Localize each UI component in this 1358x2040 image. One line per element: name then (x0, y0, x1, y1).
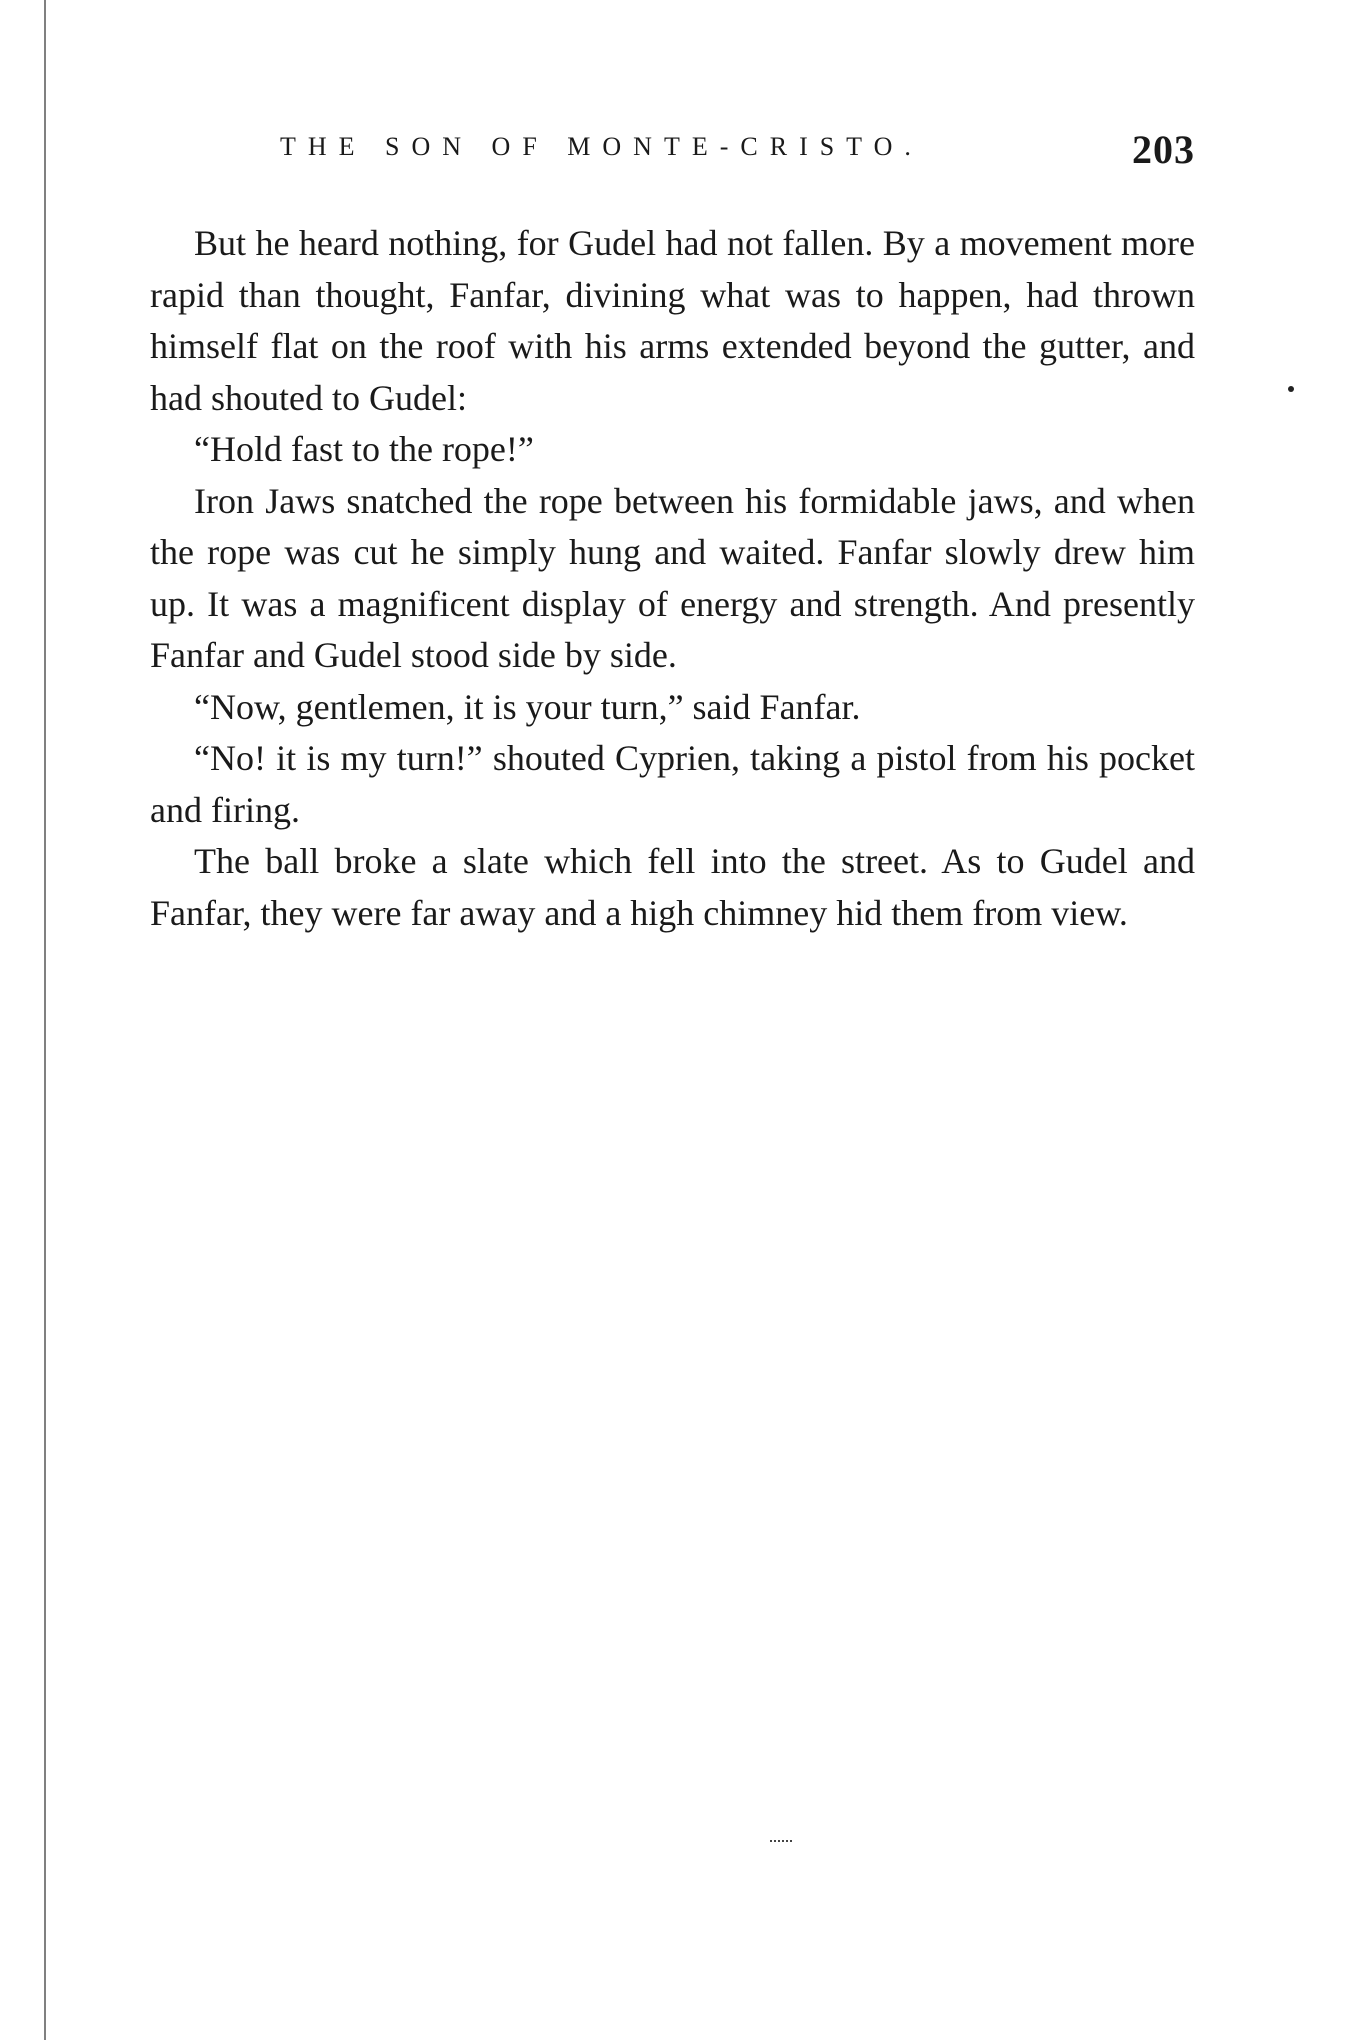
ink-speck (1288, 386, 1294, 392)
scan-edge-line (44, 0, 46, 2040)
paragraph: The ball broke a slate which fell into the street. As to Gudel and Fanfar, they were far away and a high chimney hid them from view. (150, 841, 1195, 933)
paragraph: “No! it is my turn!” shouted Cyprien, taking a pistol from his pocket and firing. (150, 738, 1195, 830)
paragraph: “Now, gentlemen, it is your turn,” said Fanfar. (194, 686, 861, 727)
running-title: THE SON OF MONTE-CRISTO. (280, 132, 923, 161)
paragraph: “Hold fast to the rope!” (194, 429, 534, 469)
paragraph: Iron Jaws snatched the rope between his formidable jaws, and when the rope was cut he simply hung and waited. Fanfar slowly drew him up. It was a magnificent display of energy and strength. And presently Fanfar and Gudel stood side by side. (150, 480, 1195, 675)
page-number: 203 (1132, 127, 1195, 172)
running-head (150, 126, 1195, 176)
paragraph: But he heard nothing, for Gudel had not fallen. By a movement more rapid than thought, Fanfar, divining what was to happen, had thrown himself flat on the roof with his arms extended beyond the gutter, and had shouted to Gudel: (150, 223, 1195, 418)
body-text (150, 218, 1195, 939)
footer-mark (770, 1840, 792, 1845)
